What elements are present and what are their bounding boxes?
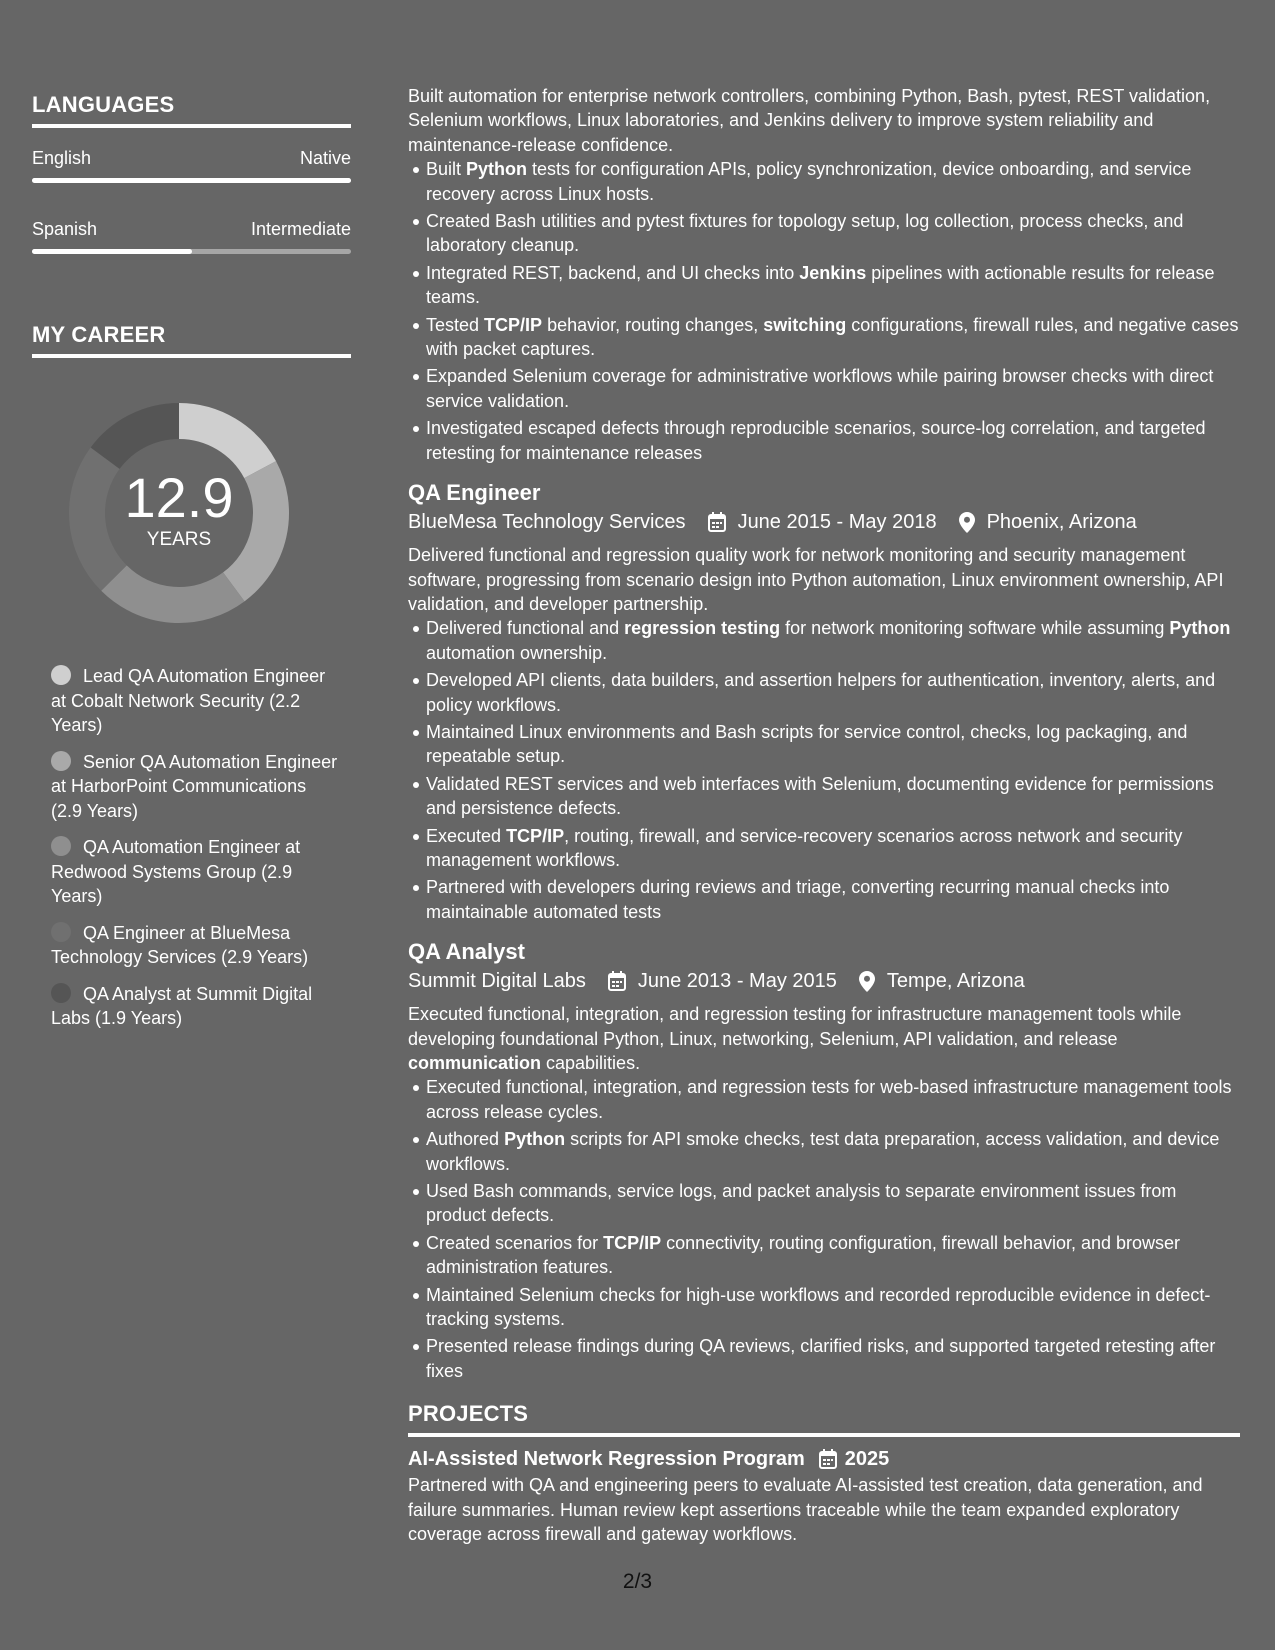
text-run: Built: [426, 159, 467, 180]
bullet-item: [426, 261, 1240, 310]
legend-label: QA Automation Engineer at Redwood Systems Group (2.9 Years): [51, 837, 301, 906]
calendar-icon: [708, 512, 726, 532]
career-legend-item: [51, 982, 341, 1031]
calendar-icon: [608, 971, 626, 991]
bullet-item: [426, 616, 1240, 665]
bullet-item: [426, 772, 1240, 821]
text-run: , routing, firewall, and service-recovery scenarios across network and security management workflows.: [426, 825, 1183, 870]
job-company: Summit Digital Labs: [408, 970, 586, 993]
previous-job-bullets: [408, 157, 1240, 465]
text-run: pipelines with actionable results for release teams.: [426, 262, 1215, 308]
legend-label: Senior QA Automation Engineer at HarborPoint Communications (2.9 Years): [51, 751, 338, 821]
job-dates: June 2013 - May 2015: [637, 970, 837, 993]
job-title: QA Engineer: [408, 480, 541, 506]
text-run: Executed: [426, 825, 507, 846]
text-run: Developed API clients, data builders, and assertion helpers for authentication, inventory, alerts, and policy workflows.: [426, 670, 1216, 715]
bullet-item: [426, 824, 1240, 873]
job-bullets: [408, 616, 1240, 924]
text-run: Created scenarios for: [426, 1232, 604, 1253]
bullet-item: [426, 157, 1240, 206]
legend-label: Lead QA Automation Engineer at Cobalt Network Security (2.2 Years): [51, 666, 326, 735]
bold-keyword: switching: [763, 314, 847, 335]
job-meta: [408, 966, 1240, 996]
bold-keyword: TCP/IP: [603, 1232, 662, 1253]
text-run: scripts for API smoke checks, test data preparation, access validation, and device workflows.: [426, 1129, 1220, 1174]
legend-label: QA Analyst at Summit Digital Labs (1.9 Years): [51, 983, 313, 1028]
bold-keyword: communication: [408, 1053, 542, 1073]
text-run: Presented release findings during QA reviews, clarified risks, and supported targeted retesting after fixes: [426, 1336, 1216, 1381]
right-column: [408, 84, 1240, 1547]
job-dates: June 2015 - May 2018: [737, 511, 937, 534]
career-donut-chart: [64, 398, 294, 628]
text-run: connectivity, routing configuration, firewall behavior, and browser administration features.: [426, 1232, 1181, 1278]
text-run: for network monitoring software while assuming: [780, 618, 1170, 639]
career-legend-item: [51, 750, 341, 824]
bullet-item: [426, 1231, 1240, 1280]
text-run: Investigated escaped defects through reproducible scenarios, source-log correlation, and targeted retesting for maintenance releases: [426, 418, 1206, 463]
bold-keyword: Jenkins: [799, 262, 867, 283]
job-location: Phoenix, Arizona: [986, 511, 1137, 534]
language-level: Native: [299, 148, 351, 168]
previous-job-summary: Built automation for enterprise network controllers, combining Python, Bash, pytest, REST validation, Selenium workflows, Linux laboratories, and Jenkins delivery to improve system reliability and maintenance-release confidence.: [408, 86, 1211, 155]
language-proficiency-bar: [32, 178, 351, 183]
bullet-item: [426, 1283, 1240, 1332]
language-proficiency-fill: [32, 178, 351, 183]
languages-title: LANGUAGES: [32, 92, 351, 128]
text-run: tests for configuration APIs, policy synchronization, device onboarding, and service recovery across Linux hosts.: [426, 159, 1192, 204]
projects-section: [408, 1401, 1240, 1546]
job-meta: [408, 507, 1240, 537]
bold-keyword: regression testing: [624, 618, 781, 639]
text-run: Maintained Selenium checks for high-use workflows and recorded reproducible evidence in defect-tracking systems.: [426, 1284, 1211, 1330]
projects-title: PROJECTS: [408, 1401, 1240, 1437]
text-run: Partnered with developers during reviews and triage, converting recurring manual checks into maintainable automated tests: [426, 877, 1170, 922]
bullet-item: [426, 364, 1240, 413]
legend-swatch: [51, 983, 71, 1003]
language-name: Spanish: [32, 219, 98, 239]
text-run: Validated REST services and web interfaces with Selenium, documenting evidence for permissions and persistence defects.: [426, 773, 1214, 819]
bullet-item: [426, 1075, 1240, 1124]
language-level: Intermediate: [250, 219, 351, 239]
text-run: capabilities.: [541, 1053, 641, 1073]
text-run: Delivered functional and: [426, 618, 625, 639]
job-company: BlueMesa Technology Services: [408, 511, 686, 534]
text-run: Maintained Linux environments and Bash scripts for service control, checks, log packaging, and repeatable setup.: [426, 721, 1188, 767]
text-run: Delivered functional and regression quality work for network monitoring and security management software, progressing from scenario design into Python automation, Linux environment ownership, API validation, and developer partnership.: [408, 545, 1224, 614]
job-title: QA Analyst: [408, 939, 525, 965]
bullet-item: [426, 313, 1240, 362]
bullet-item: [426, 209, 1240, 258]
bold-keyword: TCP/IP: [506, 825, 565, 846]
language-proficiency-bar: [32, 249, 351, 254]
project-header: [408, 1445, 1240, 1473]
legend-swatch: [51, 665, 71, 685]
legend-swatch: [51, 751, 71, 771]
bold-keyword: Python: [466, 159, 528, 180]
bullet-item: [426, 1334, 1240, 1383]
career-legend-item: [51, 664, 341, 738]
bullet-item: [426, 1179, 1240, 1228]
bullet-item: [426, 416, 1240, 465]
bullet-item: [426, 1127, 1240, 1176]
job-entry: [408, 938, 1240, 1383]
career-legend: [51, 664, 341, 1031]
job-entry: [408, 479, 1240, 924]
job-summary: [408, 1002, 1240, 1075]
bold-keyword: Python: [1169, 618, 1231, 639]
calendar-icon: [819, 1449, 837, 1469]
text-run: Expanded Selenium coverage for administrative workflows while pairing browser checks with direct service validation.: [426, 366, 1214, 411]
text-run: Authored: [426, 1129, 505, 1150]
text-run: behavior, routing changes,: [542, 314, 764, 335]
career-donut-center: [64, 398, 294, 628]
language-item: [32, 146, 351, 183]
bold-keyword: Python: [504, 1129, 566, 1150]
text-run: Executed functional, integration, and regression testing for infrastructure management tools while developing foundational Python, Linux, networking, Selenium, API validation, and release: [408, 1004, 1182, 1049]
bullet-item: [426, 720, 1240, 769]
legend-label: QA Engineer at BlueMesa Technology Services (2.9 Years): [51, 922, 309, 967]
jobs-list: [408, 479, 1240, 1383]
bold-keyword: TCP/IP: [484, 314, 543, 335]
project-name: AI-Assisted Network Regression Program: [408, 1448, 805, 1471]
map-pin-icon: [959, 512, 975, 533]
legend-swatch: [51, 836, 71, 856]
bullet-item: [426, 875, 1240, 924]
text-run: Used Bash commands, service logs, and packet analysis to separate environment issues from product defects.: [426, 1181, 1177, 1226]
career-legend-item: [51, 835, 341, 909]
career-title: MY CAREER: [32, 322, 351, 358]
project-description: Partnered with QA and engineering peers to evaluate AI-assisted test creation, data generation, and failure summaries. Human review kept assertions traceable while the team expanded exploratory coverage across firewall and gateway workflows.: [408, 1475, 1203, 1545]
legend-swatch: [51, 922, 71, 942]
text-run: automation ownership.: [426, 642, 608, 663]
career-legend-item: [51, 921, 341, 970]
text-run: Tested: [426, 314, 485, 335]
page-number: 2/3: [622, 1570, 653, 1593]
project-date: 2025: [844, 1448, 890, 1471]
map-pin-icon: [859, 971, 875, 992]
text-run: Executed functional, integration, and regression tests for web-based infrastructure management tools across release cycles.: [426, 1077, 1232, 1122]
language-item: [32, 217, 351, 254]
left-column: [32, 92, 351, 1043]
job-bullets: [408, 1075, 1240, 1383]
text-run: Created Bash utilities and pytest fixtures for topology setup, log collection, process checks, and laboratory cleanup.: [426, 211, 1184, 256]
job-summary: [408, 543, 1240, 616]
job-location: Tempe, Arizona: [886, 970, 1025, 993]
language-name: English: [32, 148, 92, 168]
text-run: configurations, firewall rules, and negative cases with packet captures.: [426, 314, 1239, 360]
language-proficiency-fill: [32, 249, 192, 254]
career-total-years: 12.9: [124, 466, 234, 529]
text-run: Integrated REST, backend, and UI checks into: [426, 262, 800, 283]
bullet-item: [426, 668, 1240, 717]
career-total-unit: YEARS: [146, 529, 212, 550]
